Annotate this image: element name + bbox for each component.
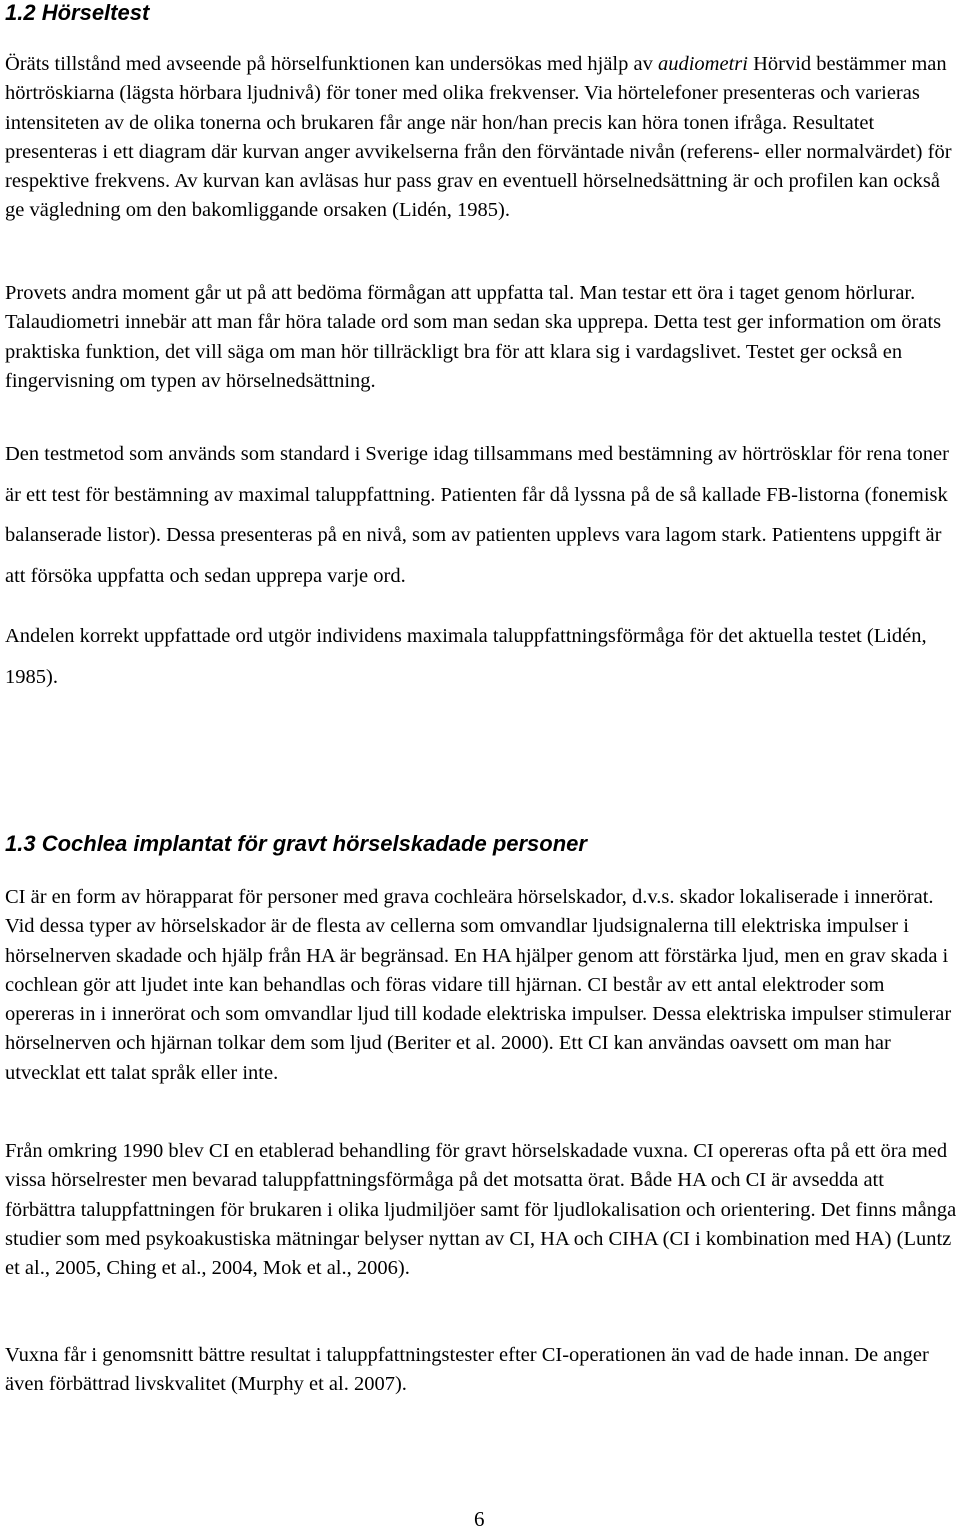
section-heading-1-3: 1.3 Cochlea implantat för gravt hörselskadade personer [5,831,587,856]
audiometri-term: audiometri [657,53,748,75]
paragraph-1-3-ci: CI är en form av hörapparat för personer med grava cochleära hörselskador, d.v.s. skador lokaliserade i innerörat. Vid dessa typer av hörselskador är de flesta av cellerna som omvandlar ljudsignalerna till elektriska impulser i hörselnerven skadade och hjälp från HA är begränsad. En HA hjälper genom att förstärka ljud, men en grav skada i cochlean gör att ljudet inte kan behandlas och föras vidare till hjärnan. CI består av ett antal elektroder som opereras in i innerörat och som omvandlar ljud till kodade elektriska impulser. Dessa elektriska impulser stimulerar hörselnerven och hjärnan tolkar dem som ljud (Beriter et al. 2000). Ett CI kan användas oavsett om man har utvecklat ett talat språk eller inte. [5,886,952,1084]
section-heading-1-2: 1.2 Hörseltest [5,0,150,25]
paragraph-1-2-b-text: Hörvid bestämmer man hörtröskiarna (lägsta hörbara ljudnivå) för toner med olika frekvenser. Via hörtelefoner presenteras och varieras intensiteten av de olika tonerna och brukaren får ange när hon/han precis kan höra tonen ifråga. Resultatet presenteras i ett diagram där kurvan anger avvikelserna från den förväntade nivån (referens- eller normalvärdet) för respektive frekvens. Av kurvan kan avläsas hur pass grav en eventuell hörselnedsättning är och profilen kan också ge vägledning om den bakomliggande orsaken (Lidén, 1985). [5,53,952,222]
paragraph-1-2-andelen: Andelen korrekt uppfattade ord utgör individens maximala taluppfattningsförmåga för det aktuella testet (Lidén, 1985). [5,625,927,688]
paragraph-1-3-fran-omkring: Från omkring 1990 blev CI en etablerad behandling för gravt hörselskadade vuxna. CI opereras ofta på ett öra med vissa hörselrester men bevarad taluppfattningsförmåga på det motsatta örat. Både HA och CI är avsedda att förbättra taluppfattningen för brukaren i olika ljudmiljöer samt för ljudlokalisation och orientering. Det finns många studier som med psykoakustiska mätningar belyser nyttan av CI, HA och CIHA (CI i kombination med HA) (Luntz et al., 2005, Ching et al., 2004, Mok et al., 2006). [5,1140,957,1280]
paragraph-1-2-talaudiometri: Provets andra moment går ut på att bedöma förmågan att uppfatta tal. Man testar ett öra i taget genom hörlurar. Talaudiometri innebär att man får höra talade ord som man sedan ska upprepa. Detta test ger information om örats praktiska funktion, det vill säga om man hör tillräckligt bra för att klara sig i vardagslivet. Testet ger också en fingervisning om typen av hörselnedsättning. [5,282,942,392]
paragraph-1-2-testmetod: Den testmetod som används som standard i Sverige idag tillsammans med bestämning av hörtrösklar för rena toner är ett test för bestämning av maximal taluppfattning. Patienten får då lyssna på de så kallade FB-listorna (fonemisk balanserade listor). Dessa presenteras på en nivå, som av patienten upplevs vara lagom stark. Patientens uppgift är att försöka uppfatta och sedan upprepa varje ord. [5,443,949,587]
paragraph-1-2-a-text: Öräts tillstånd med avseende på hörselfunktionen kan undersökas med hjälp av [5,53,658,75]
paragraph-1-2-audiometri [5,50,957,226]
page-number: 6 [474,1507,485,1531]
paragraph-1-3-vuxna: Vuxna får i genomsnitt bättre resultat i taluppfattningstester efter CI-operationen än vad de hade innan. De anger även förbättrad livskvalitet (Murphy et al. 2007). [5,1344,929,1396]
